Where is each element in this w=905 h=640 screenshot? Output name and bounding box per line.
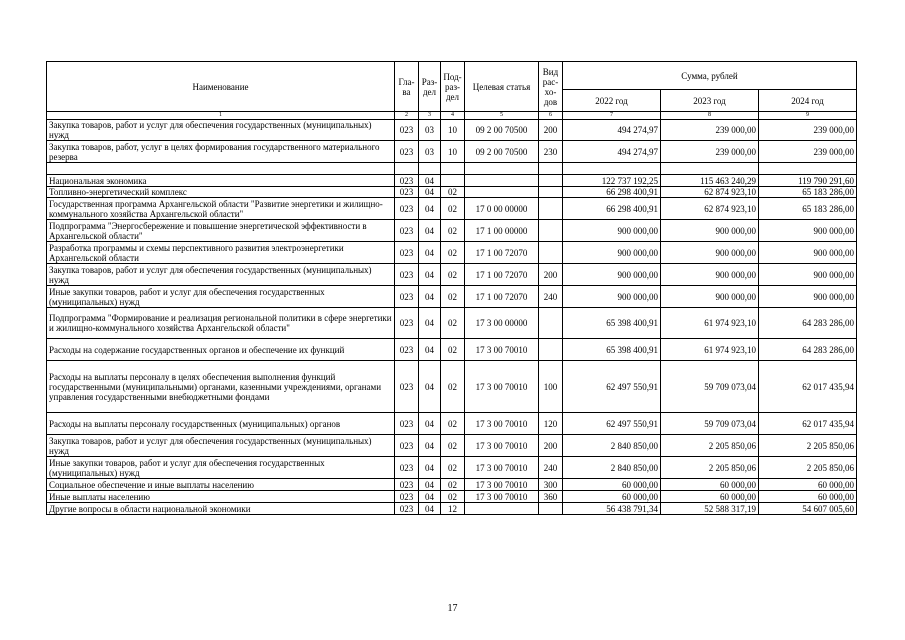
tselevaya-statya-cell: 17 3 00 70010 (465, 361, 539, 413)
budget-table (46, 61, 857, 515)
sum-2024-cell: 900 000,00 (759, 286, 857, 308)
table-row (47, 264, 857, 286)
razdel-cell: 04 (419, 286, 441, 308)
sum-2024-cell: 65 183 286,00 (759, 187, 857, 198)
vid-raskhodov-cell: 200 (539, 435, 563, 457)
row-name-cell: Разработка программы и схемы перспективного развития электроэнергетики Архангельской области (47, 242, 395, 264)
tselevaya-statya-cell: 17 3 00 70010 (465, 339, 539, 361)
vid-raskhodov-cell (539, 242, 563, 264)
glava-cell: 023 (395, 503, 419, 515)
sum-2022-cell: 494 274,97 (563, 120, 661, 141)
col-number: 4 (441, 112, 465, 120)
vid-raskhodov-cell (539, 503, 563, 515)
sum-2024-cell: 900 000,00 (759, 264, 857, 286)
header-tselevaya-statya: Целевая статья (465, 62, 539, 112)
sum-2024-cell: 239 000,00 (759, 120, 857, 141)
sum-2023-cell: 900 000,00 (661, 286, 759, 308)
row-name-cell: Социальное обеспечение и иные выплаты населению (47, 479, 395, 491)
col-number: 8 (661, 112, 759, 120)
row-name-cell (47, 163, 395, 175)
col-number: 2 (395, 112, 419, 120)
tselevaya-statya-cell: 17 3 00 70010 (465, 479, 539, 491)
tselevaya-statya-cell: 17 3 00 00000 (465, 308, 539, 339)
tselevaya-statya-cell: 17 0 00 00000 (465, 198, 539, 220)
table-row (47, 163, 857, 175)
header-podrazdel: Под-раз-дел (441, 62, 465, 112)
glava-cell: 023 (395, 361, 419, 413)
vid-raskhodov-cell (539, 163, 563, 175)
table-row (47, 339, 857, 361)
row-name-cell: Закупка товаров, работ и услуг для обеспечения государственных (муниципальных) нужд (47, 264, 395, 286)
razdel-cell: 03 (419, 120, 441, 141)
tselevaya-statya-cell: 17 1 00 72070 (465, 286, 539, 308)
sum-2024-cell: 2 205 850,06 (759, 457, 857, 479)
row-name-cell: Топливно-энергетический комплекс (47, 187, 395, 198)
table-row (47, 491, 857, 503)
razdel-cell: 04 (419, 198, 441, 220)
sum-2022-cell: 66 298 400,91 (563, 198, 661, 220)
podrazdel-cell: 10 (441, 120, 465, 141)
vid-raskhodov-cell (539, 187, 563, 198)
header-year-2022: 2022 год (563, 90, 661, 112)
glava-cell: 023 (395, 491, 419, 503)
tselevaya-statya-cell: 17 3 00 70010 (465, 435, 539, 457)
sum-2023-cell: 60 000,00 (661, 479, 759, 491)
sum-2022-cell: 66 298 400,91 (563, 187, 661, 198)
row-name-cell: Закупка товаров, работ и услуг для обеспечения государственных (муниципальных) нужд (47, 120, 395, 141)
sum-2023-cell: 115 463 240,29 (661, 175, 759, 187)
col-number: 3 (419, 112, 441, 120)
sum-2023-cell: 239 000,00 (661, 120, 759, 141)
tselevaya-statya-cell: 09 2 00 70500 (465, 120, 539, 141)
vid-raskhodov-cell: 240 (539, 286, 563, 308)
col-number: 5 (465, 112, 539, 120)
sum-2022-cell (563, 163, 661, 175)
tselevaya-statya-cell (465, 187, 539, 198)
table-row (47, 413, 857, 435)
sum-2024-cell: 900 000,00 (759, 242, 857, 264)
row-name-cell: Расходы на выплаты персоналу государственных (муниципальных) органов (47, 413, 395, 435)
sum-2024-cell: 239 000,00 (759, 141, 857, 163)
table-body (47, 120, 857, 515)
glava-cell: 023 (395, 264, 419, 286)
sum-2024-cell: 62 017 435,94 (759, 361, 857, 413)
sum-2023-cell: 62 874 923,10 (661, 187, 759, 198)
sum-2024-cell: 64 283 286,00 (759, 339, 857, 361)
vid-raskhodov-cell: 100 (539, 361, 563, 413)
sum-2022-cell: 60 000,00 (563, 479, 661, 491)
sum-2023-cell: 2 205 850,06 (661, 457, 759, 479)
vid-raskhodov-cell (539, 175, 563, 187)
row-name-cell: Расходы на выплаты персоналу в целях обеспечения выполнения функций государственными (муниципальными) органами, казенными учреждениями, органами управления государственными внебюджетными фондами (47, 361, 395, 413)
tselevaya-statya-cell: 17 3 00 70010 (465, 457, 539, 479)
row-name-cell: Подпрограмма "Энергосбережение и повышение энергетической эффективности в Архангельской области" (47, 220, 395, 242)
podrazdel-cell: 02 (441, 286, 465, 308)
glava-cell: 023 (395, 339, 419, 361)
razdel-cell: 04 (419, 242, 441, 264)
podrazdel-cell: 02 (441, 264, 465, 286)
row-name-cell: Национальная экономика (47, 175, 395, 187)
sum-2023-cell: 61 974 923,10 (661, 339, 759, 361)
row-name-cell: Государственная программа Архангельской области "Развитие энергетики и жилищно-коммунального хозяйства Архангельской области" (47, 198, 395, 220)
sum-2024-cell: 2 205 850,06 (759, 435, 857, 457)
razdel-cell: 04 (419, 503, 441, 515)
sum-2024-cell: 60 000,00 (759, 491, 857, 503)
razdel-cell: 04 (419, 187, 441, 198)
header-summa: Сумма, рублей (563, 62, 857, 90)
table-row (47, 141, 857, 163)
podrazdel-cell: 02 (441, 491, 465, 503)
podrazdel-cell: 12 (441, 503, 465, 515)
podrazdel-cell: 02 (441, 479, 465, 491)
sum-2022-cell: 2 840 850,00 (563, 435, 661, 457)
table-row (47, 457, 857, 479)
podrazdel-cell: 10 (441, 141, 465, 163)
sum-2022-cell: 2 840 850,00 (563, 457, 661, 479)
sum-2022-cell: 900 000,00 (563, 264, 661, 286)
sum-2024-cell: 900 000,00 (759, 220, 857, 242)
sum-2024-cell: 54 607 005,60 (759, 503, 857, 515)
tselevaya-statya-cell: 17 3 00 70010 (465, 413, 539, 435)
sum-2023-cell: 59 709 073,04 (661, 361, 759, 413)
podrazdel-cell: 02 (441, 187, 465, 198)
glava-cell: 023 (395, 479, 419, 491)
glava-cell: 023 (395, 120, 419, 141)
sum-2022-cell: 62 497 550,91 (563, 413, 661, 435)
razdel-cell: 04 (419, 479, 441, 491)
table-row (47, 120, 857, 141)
table-row (47, 361, 857, 413)
podrazdel-cell: 02 (441, 198, 465, 220)
sum-2024-cell: 60 000,00 (759, 479, 857, 491)
glava-cell: 023 (395, 286, 419, 308)
podrazdel-cell: 02 (441, 435, 465, 457)
tselevaya-statya-cell (465, 503, 539, 515)
page-number: 17 (447, 603, 458, 614)
vid-raskhodov-cell: 240 (539, 457, 563, 479)
sum-2022-cell: 122 737 192,25 (563, 175, 661, 187)
sum-2023-cell: 59 709 073,04 (661, 413, 759, 435)
table-row (47, 198, 857, 220)
tselevaya-statya-cell (465, 175, 539, 187)
glava-cell (395, 163, 419, 175)
vid-raskhodov-cell (539, 308, 563, 339)
vid-raskhodov-cell: 200 (539, 120, 563, 141)
razdel-cell: 04 (419, 175, 441, 187)
sum-2023-cell: 61 974 923,10 (661, 308, 759, 339)
sum-2023-cell: 62 874 923,10 (661, 198, 759, 220)
table-row (47, 175, 857, 187)
podrazdel-cell: 02 (441, 220, 465, 242)
glava-cell: 023 (395, 435, 419, 457)
row-name-cell: Закупка товаров, работ, услуг в целях формирования государственного материального резерва (47, 141, 395, 163)
glava-cell: 023 (395, 413, 419, 435)
row-name-cell: Подпрограмма "Формирование и реализация региональной политики в сфере энергетики и жилищно-коммунального хозяйства Архангельской области" (47, 308, 395, 339)
header-year-2023: 2023 год (661, 90, 759, 112)
razdel-cell: 04 (419, 264, 441, 286)
vid-raskhodov-cell: 360 (539, 491, 563, 503)
table-row (47, 187, 857, 198)
glava-cell: 023 (395, 141, 419, 163)
sum-2024-cell: 65 183 286,00 (759, 198, 857, 220)
sum-2022-cell: 900 000,00 (563, 220, 661, 242)
sum-2023-cell (661, 163, 759, 175)
podrazdel-cell: 02 (441, 361, 465, 413)
table-row (47, 286, 857, 308)
razdel-cell: 03 (419, 141, 441, 163)
sum-2024-cell (759, 163, 857, 175)
sum-2023-cell: 900 000,00 (661, 220, 759, 242)
row-name-cell: Иные выплаты населению (47, 491, 395, 503)
row-name-cell: Закупка товаров, работ и услуг для обеспечения государственных (муниципальных) нужд (47, 435, 395, 457)
razdel-cell: 04 (419, 361, 441, 413)
tselevaya-statya-cell: 17 3 00 70010 (465, 491, 539, 503)
glava-cell: 023 (395, 187, 419, 198)
vid-raskhodov-cell (539, 220, 563, 242)
glava-cell: 023 (395, 198, 419, 220)
header-vid-raskhodov: Вид рас-хо-дов (539, 62, 563, 112)
vid-raskhodov-cell: 230 (539, 141, 563, 163)
razdel-cell: 04 (419, 339, 441, 361)
sum-2022-cell: 56 438 791,34 (563, 503, 661, 515)
table-row (47, 503, 857, 515)
sum-2022-cell: 494 274,97 (563, 141, 661, 163)
row-name-cell: Другие вопросы в области национальной экономики (47, 503, 395, 515)
podrazdel-cell: 02 (441, 242, 465, 264)
vid-raskhodov-cell (539, 198, 563, 220)
podrazdel-cell (441, 175, 465, 187)
podrazdel-cell: 02 (441, 308, 465, 339)
vid-raskhodov-cell (539, 339, 563, 361)
razdel-cell: 04 (419, 491, 441, 503)
razdel-cell: 04 (419, 413, 441, 435)
tselevaya-statya-cell: 17 1 00 72070 (465, 242, 539, 264)
sum-2024-cell: 62 017 435,94 (759, 413, 857, 435)
row-name-cell: Иные закупки товаров, работ и услуг для обеспечения государственных (муниципальных) нужд (47, 286, 395, 308)
podrazdel-cell: 02 (441, 339, 465, 361)
glava-cell: 023 (395, 457, 419, 479)
sum-2023-cell: 900 000,00 (661, 264, 759, 286)
glava-cell: 023 (395, 308, 419, 339)
vid-raskhodov-cell: 200 (539, 264, 563, 286)
vid-raskhodov-cell: 120 (539, 413, 563, 435)
row-name-cell: Иные закупки товаров, работ и услуг для обеспечения государственных (муниципальных) нужд (47, 457, 395, 479)
col-number: 1 (47, 112, 395, 120)
glava-cell: 023 (395, 220, 419, 242)
header-year-2024: 2024 год (759, 90, 857, 112)
header-name: Наименование (47, 62, 395, 112)
table-row (47, 479, 857, 491)
sum-2022-cell: 65 398 400,91 (563, 308, 661, 339)
tselevaya-statya-cell (465, 163, 539, 175)
sum-2023-cell: 239 000,00 (661, 141, 759, 163)
table-row (47, 220, 857, 242)
sum-2024-cell: 64 283 286,00 (759, 308, 857, 339)
sum-2022-cell: 900 000,00 (563, 242, 661, 264)
table-row (47, 435, 857, 457)
table-row (47, 308, 857, 339)
col-number: 6 (539, 112, 563, 120)
sum-2022-cell: 62 497 550,91 (563, 361, 661, 413)
sum-2022-cell: 65 398 400,91 (563, 339, 661, 361)
sum-2022-cell: 900 000,00 (563, 286, 661, 308)
tselevaya-statya-cell: 17 1 00 72070 (465, 264, 539, 286)
tselevaya-statya-cell: 09 2 00 70500 (465, 141, 539, 163)
razdel-cell: 04 (419, 308, 441, 339)
podrazdel-cell (441, 163, 465, 175)
podrazdel-cell: 02 (441, 457, 465, 479)
sum-2023-cell: 2 205 850,06 (661, 435, 759, 457)
sum-2022-cell: 60 000,00 (563, 491, 661, 503)
header-glava: Гла-ва (395, 62, 419, 112)
razdel-cell: 04 (419, 435, 441, 457)
sum-2023-cell: 900 000,00 (661, 242, 759, 264)
razdel-cell: 04 (419, 220, 441, 242)
vid-raskhodov-cell: 300 (539, 479, 563, 491)
glava-cell: 023 (395, 175, 419, 187)
table-row (47, 242, 857, 264)
glava-cell: 023 (395, 242, 419, 264)
row-name-cell: Расходы на содержание государственных органов и обеспечение их функций (47, 339, 395, 361)
sum-2023-cell: 52 588 317,19 (661, 503, 759, 515)
razdel-cell (419, 163, 441, 175)
podrazdel-cell: 02 (441, 413, 465, 435)
col-number: 7 (563, 112, 661, 120)
col-number: 9 (759, 112, 857, 120)
header-razdel: Раз-дел (419, 62, 441, 112)
tselevaya-statya-cell: 17 1 00 00000 (465, 220, 539, 242)
razdel-cell: 04 (419, 457, 441, 479)
sum-2023-cell: 60 000,00 (661, 491, 759, 503)
sum-2024-cell: 119 790 291,60 (759, 175, 857, 187)
